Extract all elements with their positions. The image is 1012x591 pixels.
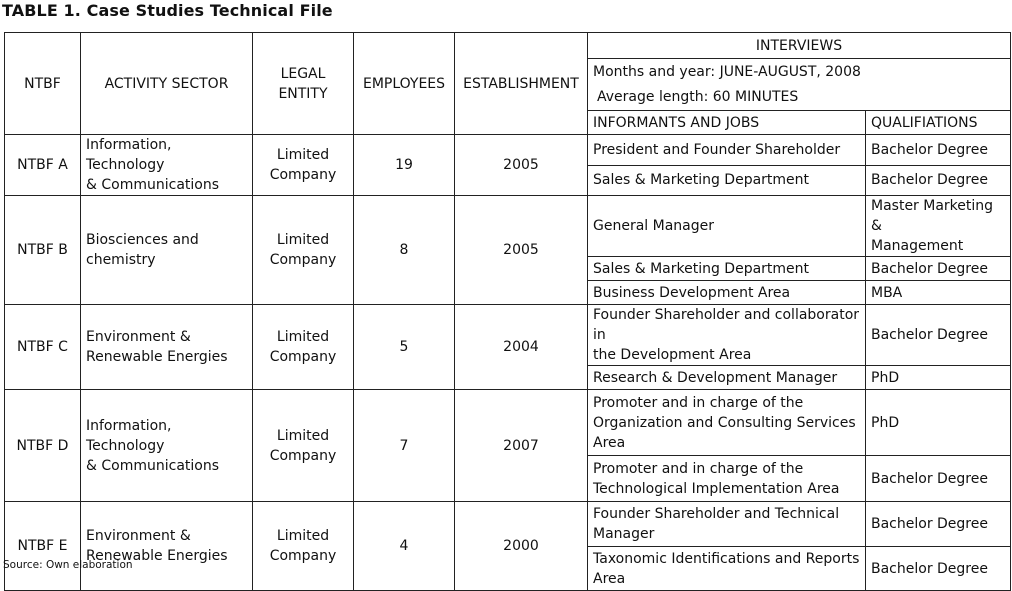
informant-cell: Founder Shareholder and Technical Manager	[588, 502, 866, 547]
sector-cell: Information, Technology & Communications	[81, 390, 253, 502]
header-qualifications: QUALIFIATIONS	[866, 111, 1011, 135]
qualification-cell: Bachelor Degree	[866, 257, 1011, 281]
employees-cell: 8	[354, 196, 455, 305]
ntbf-cell: NTBF E	[5, 502, 81, 591]
header-informants: INFORMANTS AND JOBS	[588, 111, 866, 135]
legal-entity-cell: Limited Company	[253, 502, 354, 591]
employees-cell: 19	[354, 135, 455, 196]
informant-cell: General Manager	[588, 196, 866, 257]
qualification-cell: PhD	[866, 390, 1011, 456]
ntbf-cell: NTBF A	[5, 135, 81, 196]
sector-cell: Information, Technology & Communications	[81, 135, 253, 196]
ntbf-cell: NTBF C	[5, 305, 81, 390]
establishment-cell: 2007	[455, 390, 588, 502]
sector-cell: Environment & Renewable Energies	[81, 305, 253, 390]
qualification-cell: Bachelor Degree	[866, 135, 1011, 166]
informant-cell: Business Development Area	[588, 281, 866, 305]
informant-cell: Research & Development Manager	[588, 366, 866, 390]
legal-entity-cell: Limited Company	[253, 305, 354, 390]
informant-cell: President and Founder Shareholder	[588, 135, 866, 166]
qualification-cell: MBA	[866, 281, 1011, 305]
establishment-cell: 2005	[455, 196, 588, 305]
qualification-cell: PhD	[866, 366, 1011, 390]
informant-cell: Promoter and in charge of the Organization and Consulting Services Area	[588, 390, 866, 456]
informant-cell: Promoter and in charge of the Technological Implementation Area	[588, 456, 866, 502]
table-title: TABLE 1. Case Studies Technical File	[2, 1, 333, 20]
legal-entity-cell: Limited Company	[253, 390, 354, 502]
table-row	[5, 305, 1011, 366]
qualification-cell: Bachelor Degree	[866, 502, 1011, 547]
header-establishment: ESTABLISHMENT	[455, 33, 588, 135]
table-row	[5, 502, 1011, 547]
qualification-cell: Master Marketing & Management	[866, 196, 1011, 257]
header-employees: EMPLOYEES	[354, 33, 455, 135]
qualification-cell: Bachelor Degree	[866, 547, 1011, 591]
qualification-cell: Bachelor Degree	[866, 165, 1011, 196]
employees-cell: 5	[354, 305, 455, 390]
informant-cell: Sales & Marketing Department	[588, 257, 866, 281]
qualification-cell: Bachelor Degree	[866, 305, 1011, 366]
sector-cell: Environment & Renewable Energies	[81, 502, 253, 591]
employees-cell: 7	[354, 390, 455, 502]
establishment-cell: 2004	[455, 305, 588, 390]
ntbf-cell: NTBF B	[5, 196, 81, 305]
informant-cell: Sales & Marketing Department	[588, 165, 866, 196]
header-legal-entity: LEGAL ENTITY	[253, 33, 354, 135]
employees-cell: 4	[354, 502, 455, 591]
interviews-length: Average length: 60 MINUTES	[588, 85, 1011, 111]
table-row	[5, 196, 1011, 257]
case-studies-table	[4, 32, 1011, 591]
establishment-cell: 2005	[455, 135, 588, 196]
header-interviews: INTERVIEWS	[588, 33, 1011, 59]
qualification-cell: Bachelor Degree	[866, 456, 1011, 502]
source-note: Source: Own elaboration	[3, 559, 133, 571]
informant-cell: Founder Shareholder and collaborator in the Development Area	[588, 305, 866, 366]
legal-entity-cell: Limited Company	[253, 135, 354, 196]
informant-cell: Taxonomic Identifications and Reports Area	[588, 547, 866, 591]
legal-entity-cell: Limited Company	[253, 196, 354, 305]
establishment-cell: 2000	[455, 502, 588, 591]
table-row	[5, 135, 1011, 166]
ntbf-cell: NTBF D	[5, 390, 81, 502]
table-row	[5, 390, 1011, 456]
interviews-months: Months and year: JUNE-AUGUST, 2008	[588, 59, 1011, 85]
header-activity-sector: ACTIVITY SECTOR	[81, 33, 253, 135]
sector-cell: Biosciences and chemistry	[81, 196, 253, 305]
header-ntbf: NTBF	[5, 33, 81, 135]
